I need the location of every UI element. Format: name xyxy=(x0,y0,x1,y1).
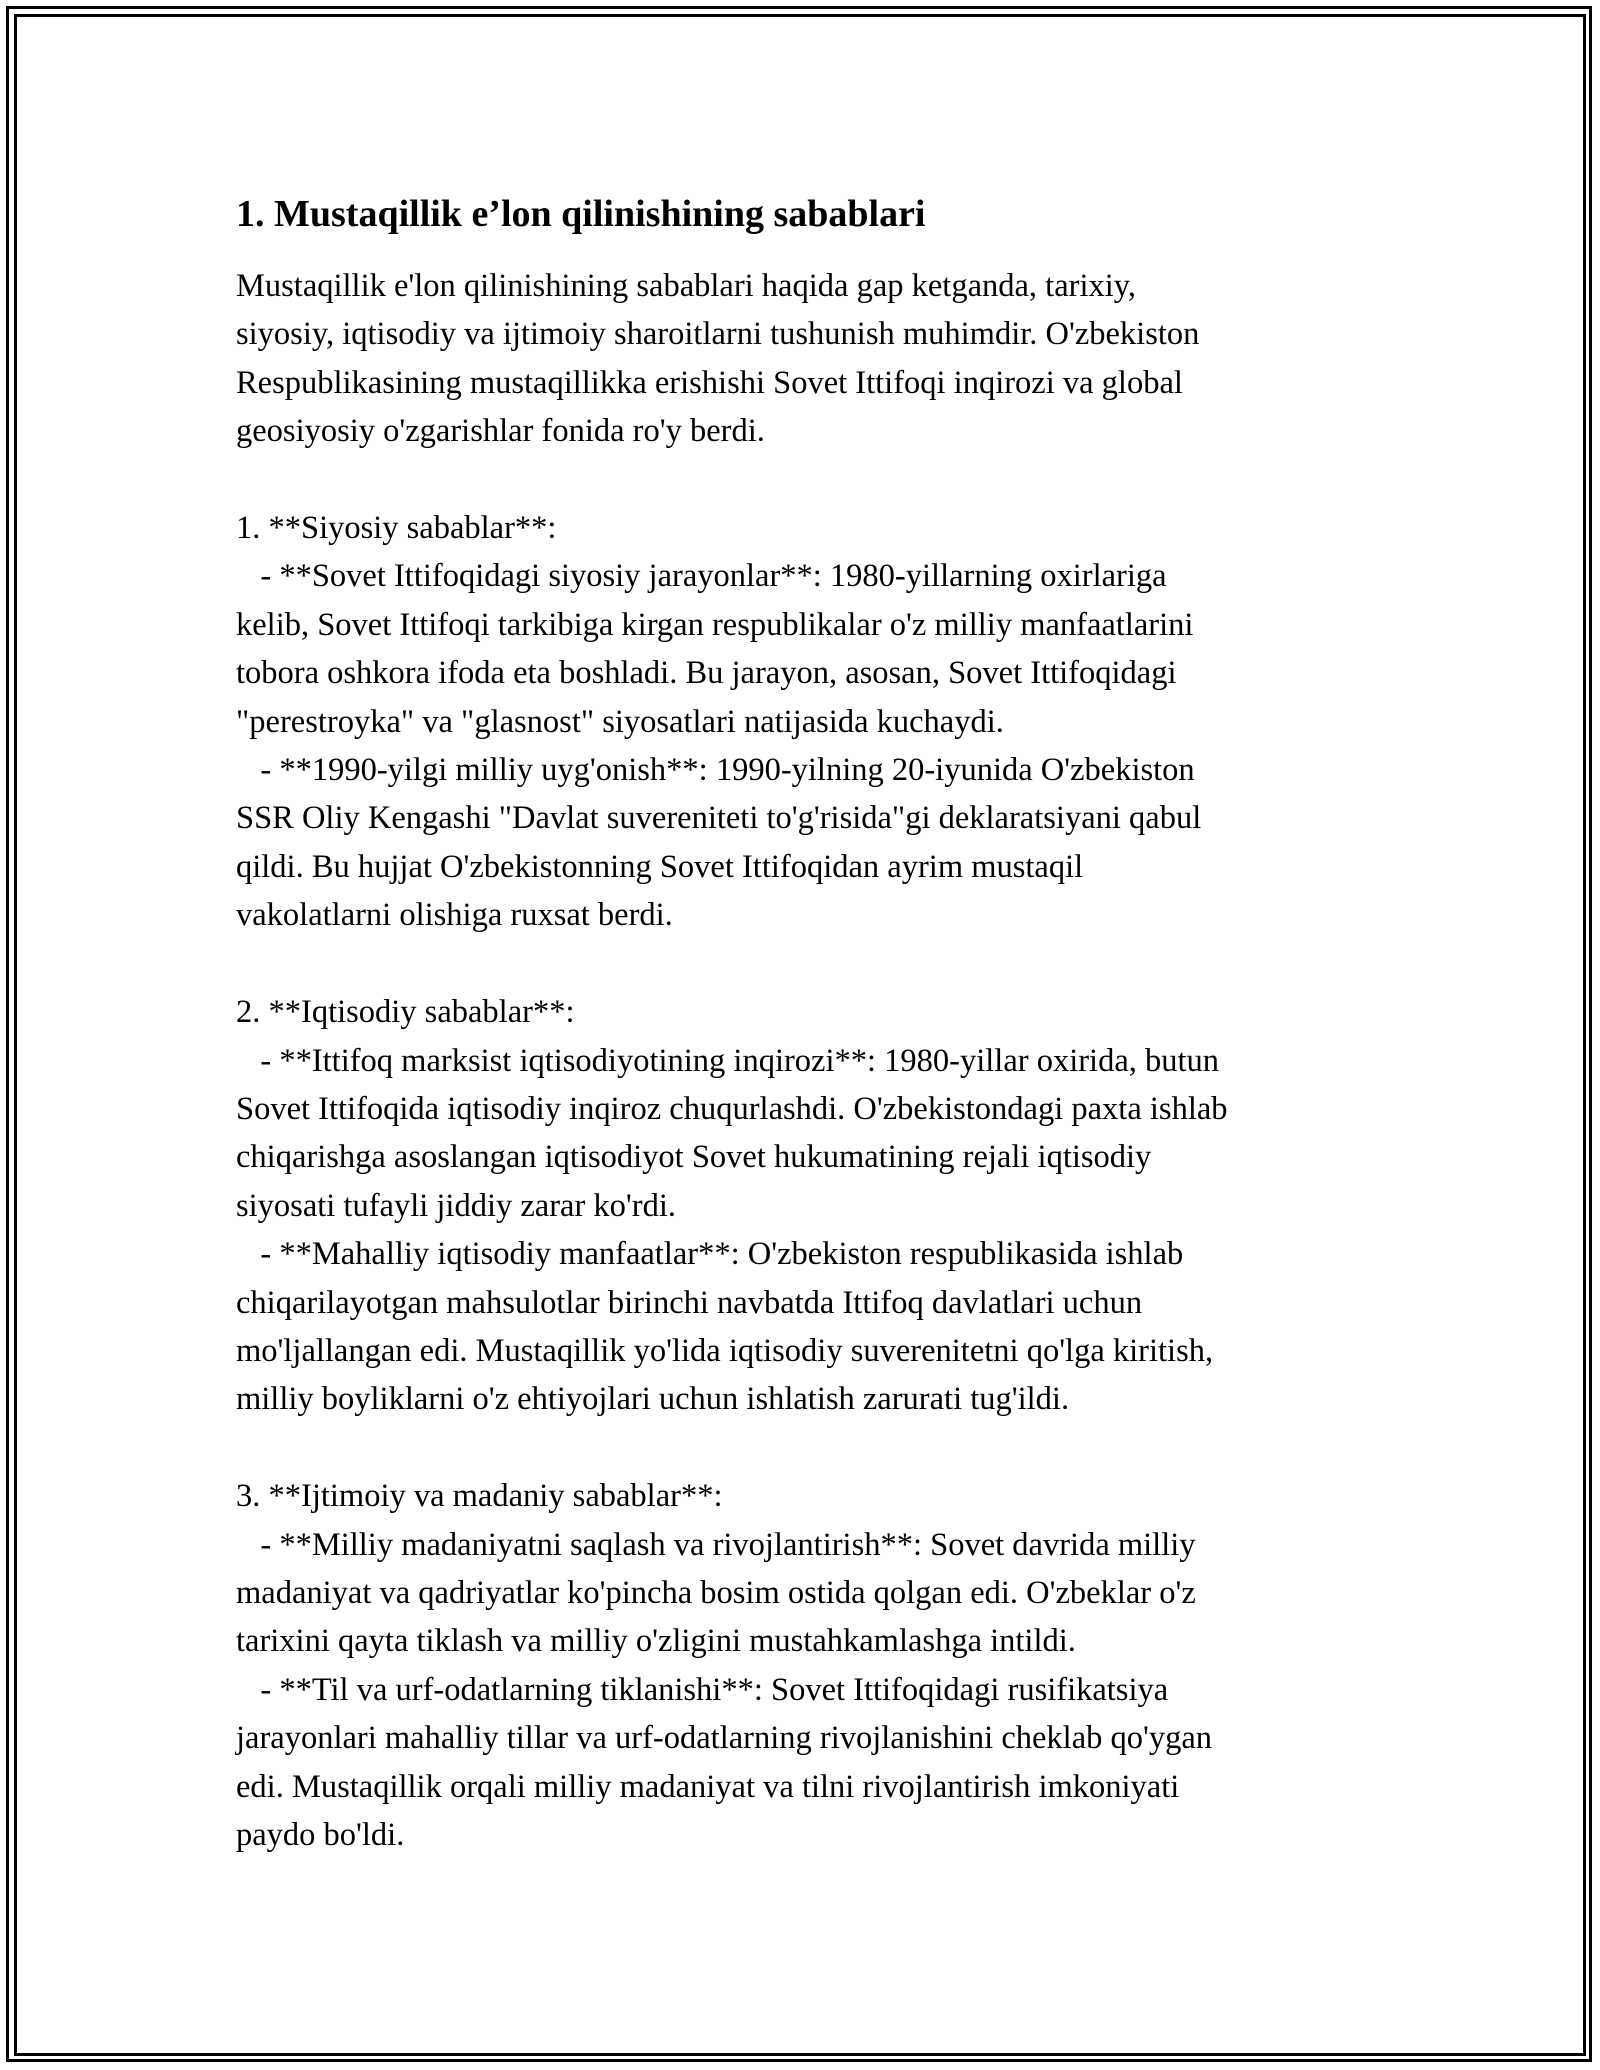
document-body: Mustaqillik e'lon qilinishining sabablari haqida gap ketganda, tarixiy, siyosiy, iqtisodiy va ijtimoiy sharoitlarni tushunish muhimdir. O'zbekiston Respublikasining mustaqillikka erishishi Sovet Ittifoqi inqirozi va global geosiyosiy o'zgarishlar fonida ro'y berdi. 1. **Siyosiy sabablar**: - **Sovet Ittifoqidagi siyosiy jarayonlar**: 1980-yillarning oxirlariga kelib, Sovet Ittifoqi tarkibiga kirgan respublikalar o'z milliy manfaatlarini tobora oshkora ifoda eta boshladi. Bu jarayon, asosan, Sovet Ittifoqidagi "perestroyka" va "glasnost" siyosatlari natijasida kuchaydi. - **1990-yilgi milliy uyg'onish**: 1990-yilning 20-iyunida O'zbekiston SSR Oliy Kengashi "Davlat suvereniteti to'g'risida"gi deklaratsiyani qabul qildi. Bu hujjat O'zbekistonning Sovet Ittifoqidan ayrim mustaqil vakolatlarni olishiga ruxsat berdi. 2. **Iqtisodiy sabablar**: - **Ittifoq marksist iqtisodiyotining inqirozi**: 1980-yillar oxirida, butun Sovet Ittifoqida iqtisodiy inqiroz chuqurlashdi. O'zbekistondagi paxta ishlab chiqarishga asoslangan iqtisodiyot Sovet hukumatining rejali iqtisodiy siyosati tufayli jiddiy zarar ko'rdi. - **Mahalliy iqtisodiy manfaatlar**: O'zbekiston respublikasida ishlab chiqarilayotgan mahsulotlar birinchi navbatda Ittifoq davlatlari uchun mo'ljallangan edi. Mustaqillik yo'lida iqtisodiy suverenitetni qo'lga kiritish, milliy boyliklarni o'z ehtiyojlari uchun ishlatish zarurati tug'ildi. 3. **Ijtimoiy va madaniy sabablar**: - **Milliy madaniyatni saqlash va rivojlantirish**: Sovet davrida milliy madaniyat va qadriyatlar ko'pincha bosim ostida qolgan edi. O'zbeklar o'z tarixini qayta tiklash va milliy o'zligini mustahkamlashga intildi. - **Til va urf-odatlarning tiklanishi**: Sovet Ittifoqidagi rusifikatsiya jarayonlari mahalliy tillar va urf-odatlarning rivojlanishini cheklab qo'ygan edi. Mustaqillik orqali milliy madaniyat va tilni rivojlantirish imkoniyati paydo bo'ldi. xyxy=(236,268,1228,1853)
document-content xyxy=(236,188,1386,1859)
document-title: 1. Mustaqillik e’lon qilinishining sabablari xyxy=(236,193,926,235)
